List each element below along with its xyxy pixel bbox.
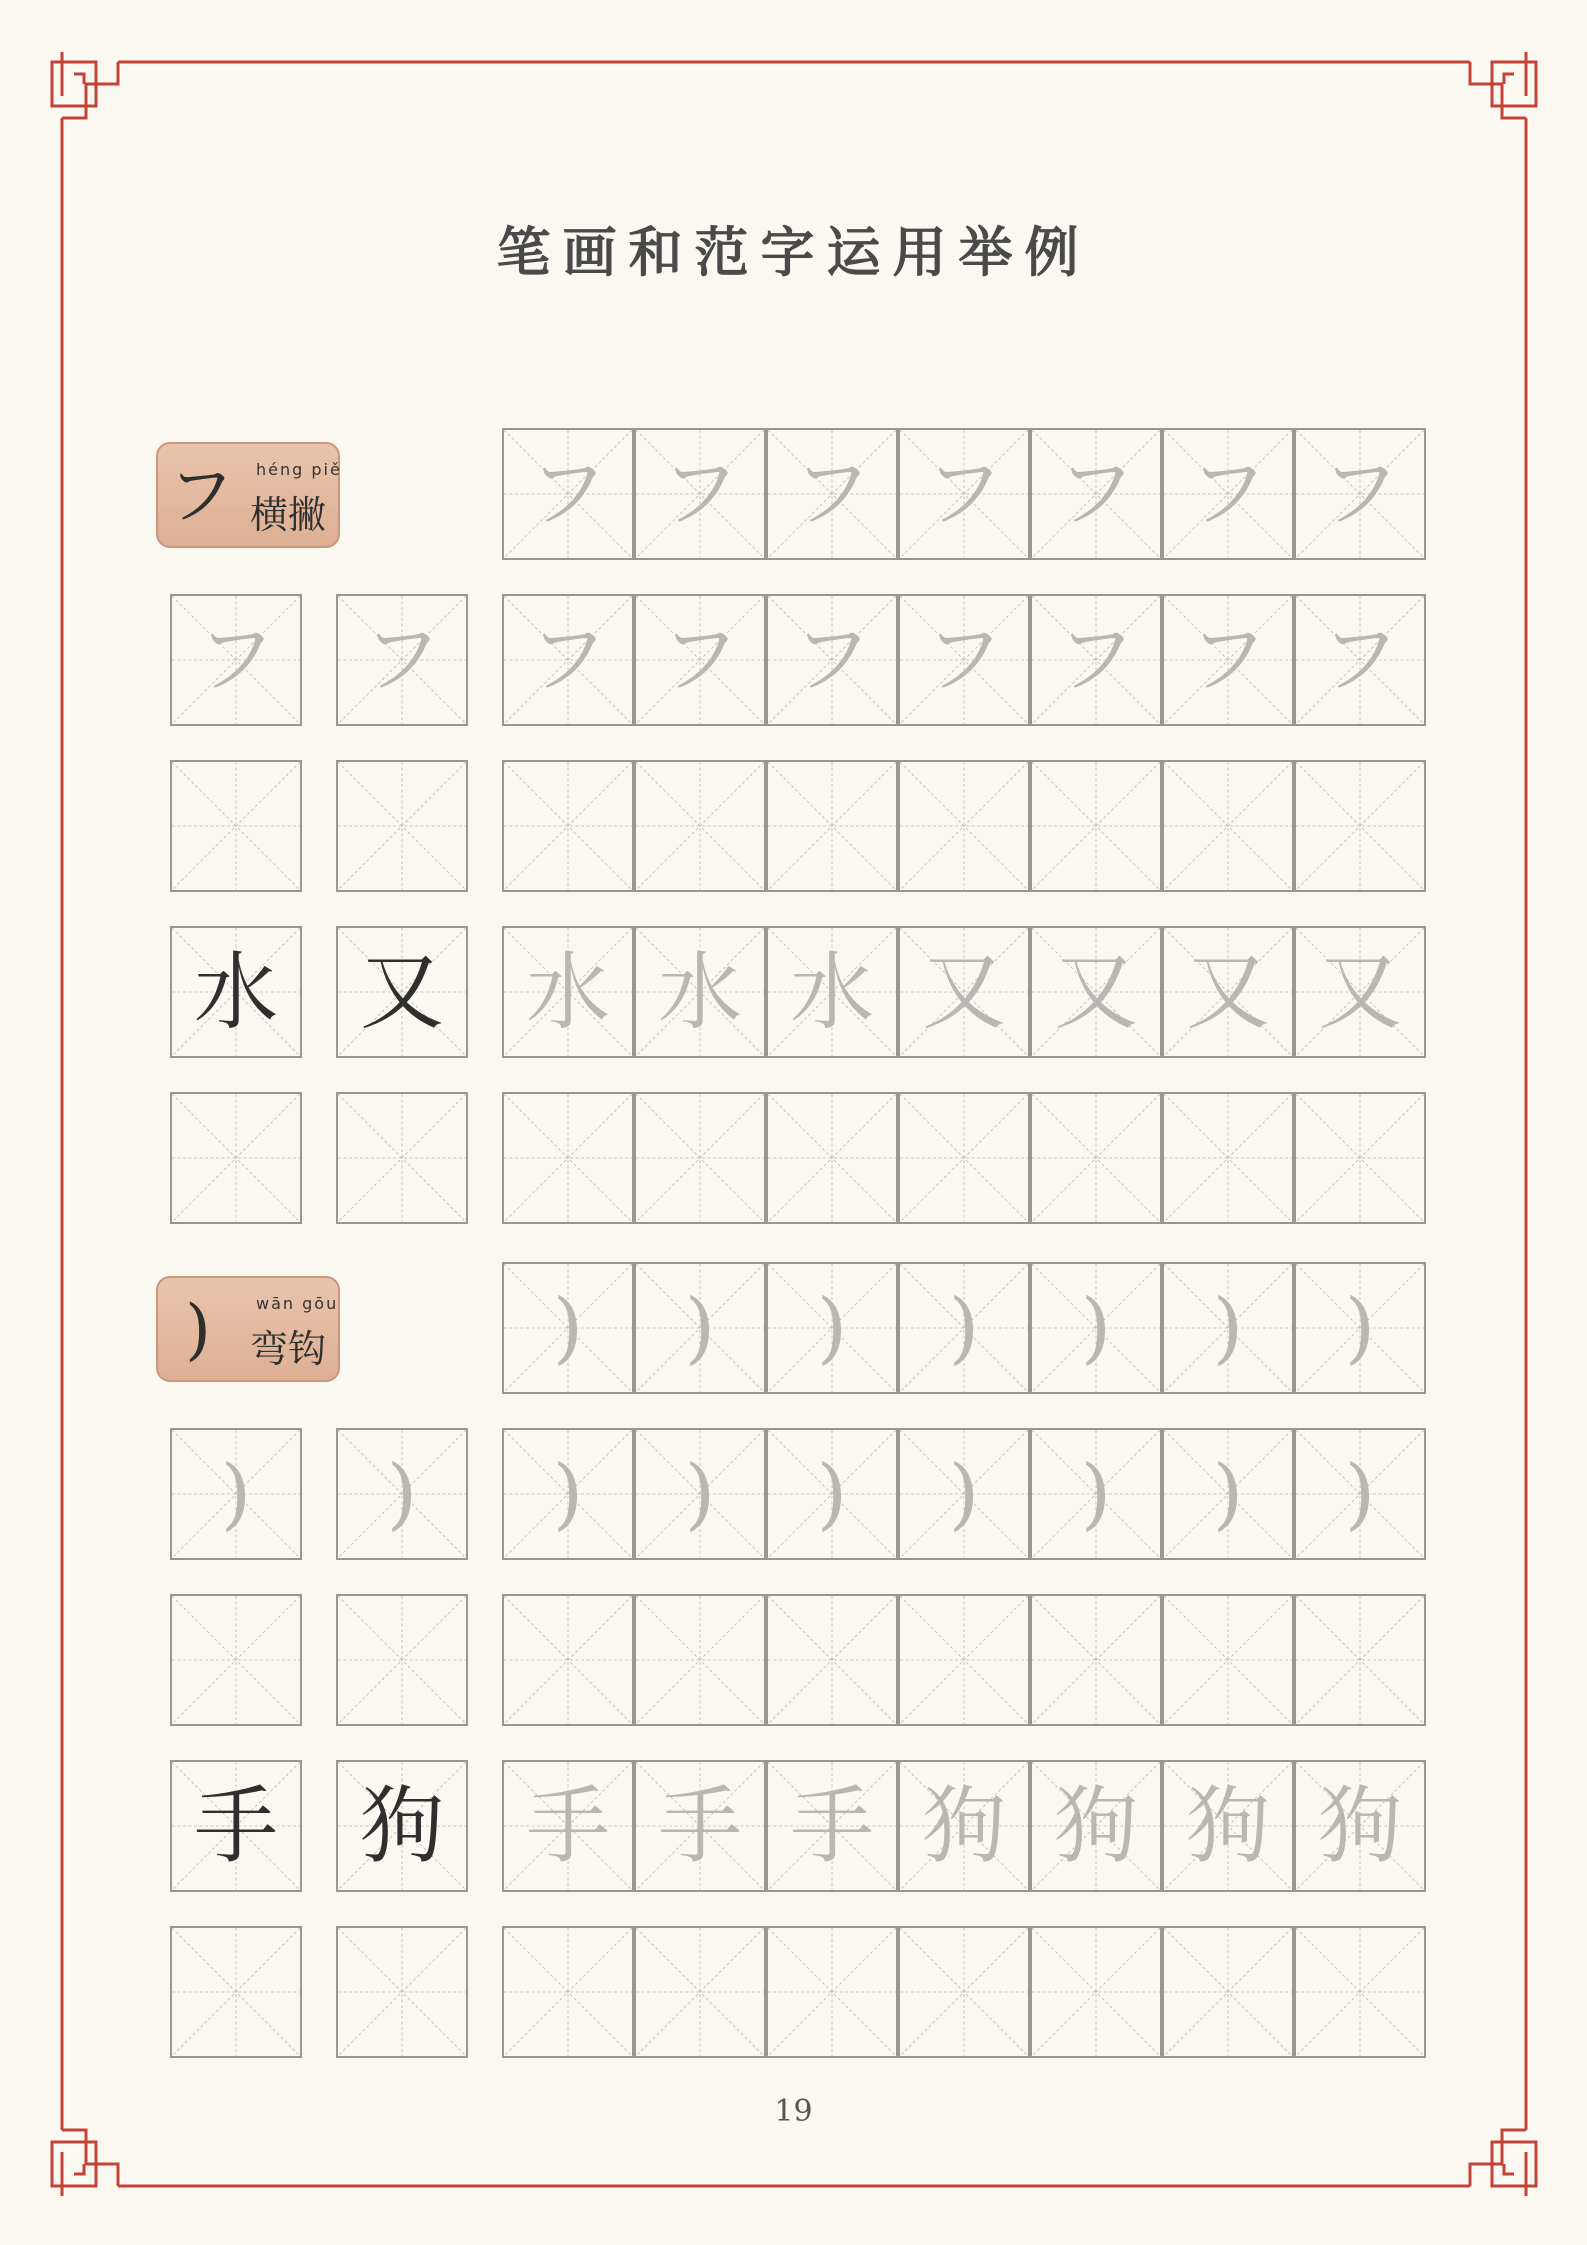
grid-guide-lines [504, 762, 632, 890]
grid-guide-lines [768, 1596, 896, 1724]
grid-guide-lines [1296, 1928, 1424, 2056]
tracing-cell[interactable] [1030, 1760, 1162, 1892]
grid-guide-lines [636, 1094, 764, 1222]
tracing-cell[interactable] [1294, 1092, 1426, 1224]
tracing-cell[interactable] [634, 594, 766, 726]
grid-guide-lines [1296, 762, 1424, 890]
grid-cell-character: フ [528, 615, 607, 705]
tracing-cell[interactable] [1294, 1428, 1426, 1560]
tracing-cell[interactable] [898, 1760, 1030, 1892]
tracing-cell[interactable] [1162, 926, 1294, 1058]
grid-cell-character: 又 [921, 943, 1006, 1041]
grid-guide-lines [1296, 1094, 1424, 1222]
practice-cell[interactable] [336, 1760, 468, 1892]
practice-cell[interactable] [336, 760, 468, 892]
tracing-cell[interactable] [1294, 1262, 1426, 1394]
grid-cell-character: 手 [657, 1777, 742, 1875]
grid-guide-lines [1032, 1928, 1160, 2056]
tracing-cell[interactable] [1030, 1092, 1162, 1224]
grid-guide-lines [1164, 1094, 1292, 1222]
tracing-cell[interactable] [898, 594, 1030, 726]
practice-cell[interactable] [170, 926, 302, 1058]
tracing-cell[interactable] [898, 926, 1030, 1058]
grid-cell-character: 手 [789, 1777, 874, 1875]
stroke-pinyin: wān gōu [256, 1294, 339, 1313]
grid-cell-character: 水 [789, 943, 874, 1041]
tracing-cell[interactable] [766, 1092, 898, 1224]
tracing-cell[interactable] [766, 760, 898, 892]
page-title: 笔画和范字运用举例 [496, 221, 1091, 284]
grid-cell-character: フ [1320, 449, 1399, 539]
tracing-cell[interactable] [502, 1594, 634, 1726]
tracing-cell[interactable] [634, 1092, 766, 1224]
grid-cell-character: ) [816, 1283, 848, 1373]
tracing-cell[interactable] [1162, 594, 1294, 726]
grid-cell-character: 又 [1317, 943, 1402, 1041]
grid-cell-character: フ [1188, 449, 1267, 539]
grid-cell-character: 水 [525, 943, 610, 1041]
grid-cell-character: ) [1212, 1449, 1244, 1539]
grid-guide-lines [172, 1094, 300, 1222]
tracing-cell[interactable] [634, 926, 766, 1058]
tracing-cell[interactable] [766, 428, 898, 560]
grid-cell-character: フ [660, 449, 739, 539]
grid-cell-character: ) [1080, 1449, 1112, 1539]
tracing-cell[interactable] [634, 760, 766, 892]
tracing-cell[interactable] [1294, 428, 1426, 560]
grid-cell-character: フ [792, 615, 871, 705]
grid-cell-character: ) [1080, 1283, 1112, 1373]
grid-cell-character: 水 [657, 943, 742, 1041]
tracing-cell[interactable] [634, 1428, 766, 1560]
tracing-cell[interactable] [1030, 428, 1162, 560]
practice-cell[interactable] [170, 1760, 302, 1892]
grid-cell-character: 狗 [1185, 1777, 1270, 1875]
tracing-cell[interactable] [898, 1926, 1030, 2058]
grid-cell-character: フ [1320, 615, 1399, 705]
grid-cell-character: ) [1344, 1449, 1376, 1539]
tracing-cell[interactable] [502, 926, 634, 1058]
grid-cell-character: フ [1188, 615, 1267, 705]
tracing-cell[interactable] [898, 1092, 1030, 1224]
grid-guide-lines [636, 1928, 764, 2056]
grid-cell-character: ) [1344, 1283, 1376, 1373]
practice-cell[interactable] [170, 760, 302, 892]
grid-guide-lines [768, 1928, 896, 2056]
grid-guide-lines [504, 1094, 632, 1222]
tracing-cell[interactable] [502, 1428, 634, 1560]
grid-guide-lines [338, 1596, 466, 1724]
grid-guide-lines [504, 1596, 632, 1724]
tracing-cell[interactable] [898, 1594, 1030, 1726]
grid-cell-character: 又 [359, 943, 444, 1041]
tracing-cell[interactable] [898, 1428, 1030, 1560]
tracing-cell[interactable] [502, 594, 634, 726]
grid-guide-lines [768, 762, 896, 890]
tracing-cell[interactable] [502, 1092, 634, 1224]
tracing-cell[interactable] [898, 428, 1030, 560]
tracing-cell[interactable] [766, 594, 898, 726]
grid-cell-character: フ [528, 449, 607, 539]
practice-cell[interactable] [336, 1428, 468, 1560]
grid-guide-lines [636, 1596, 764, 1724]
tracing-cell[interactable] [1162, 428, 1294, 560]
grid-cell-character: ) [816, 1449, 848, 1539]
tracing-cell[interactable] [1162, 1594, 1294, 1726]
tracing-cell[interactable] [766, 1428, 898, 1560]
grid-cell-character: 狗 [1053, 1777, 1138, 1875]
tracing-cell[interactable] [502, 1926, 634, 2058]
practice-cell[interactable] [336, 1594, 468, 1726]
grid-guide-lines [1296, 1596, 1424, 1724]
tracing-cell[interactable] [898, 1262, 1030, 1394]
grid-cell-character: ) [948, 1449, 980, 1539]
tracing-cell[interactable] [502, 1760, 634, 1892]
grid-guide-lines [900, 762, 1028, 890]
stroke-pinyin: héng piě [256, 460, 342, 479]
grid-cell-character: フ [1056, 449, 1135, 539]
grid-cell-character: 手 [525, 1777, 610, 1875]
tracing-cell[interactable] [766, 1760, 898, 1892]
practice-cell[interactable] [170, 1594, 302, 1726]
tracing-cell[interactable] [1030, 926, 1162, 1058]
tracing-cell[interactable] [1030, 760, 1162, 892]
tracing-cell[interactable] [1030, 594, 1162, 726]
grid-cell-character: フ [924, 449, 1003, 539]
grid-cell-character: ) [684, 1283, 716, 1373]
grid-cell-character: ) [552, 1283, 584, 1373]
practice-cell[interactable] [170, 1926, 302, 2058]
tracing-cell[interactable] [1294, 1594, 1426, 1726]
grid-cell-character: 狗 [1317, 1777, 1402, 1875]
grid-guide-lines [636, 762, 764, 890]
grid-guide-lines [900, 1094, 1028, 1222]
grid-guide-lines [1164, 1596, 1292, 1724]
grid-guide-lines [504, 1928, 632, 2056]
tracing-cell[interactable] [1294, 594, 1426, 726]
grid-cell-character: 水 [193, 943, 278, 1041]
tracing-cell[interactable] [766, 1262, 898, 1394]
tracing-cell[interactable] [502, 428, 634, 560]
grid-guide-lines [172, 1596, 300, 1724]
tracing-cell[interactable] [766, 926, 898, 1058]
page-number: 19 [774, 2094, 813, 2129]
grid-guide-lines [1032, 762, 1160, 890]
tracing-cell[interactable] [1162, 1092, 1294, 1224]
grid-cell-character: フ [660, 615, 739, 705]
grid-guide-lines [172, 1928, 300, 2056]
grid-guide-lines [768, 1094, 896, 1222]
grid-guide-lines [900, 1928, 1028, 2056]
stroke-glyph: ) [185, 1291, 211, 1368]
grid-cell-character: フ [196, 615, 275, 705]
tracing-cell[interactable] [1162, 1760, 1294, 1892]
grid-guide-lines [172, 762, 300, 890]
tracing-cell[interactable] [1030, 1262, 1162, 1394]
tracing-cell[interactable] [1030, 1428, 1162, 1560]
tracing-cell[interactable] [898, 760, 1030, 892]
tracing-cell[interactable] [1162, 1926, 1294, 2058]
tracing-cell[interactable] [1294, 1760, 1426, 1892]
tracing-cell[interactable] [766, 1594, 898, 1726]
grid-cell-character: ) [948, 1283, 980, 1373]
stroke-label [156, 442, 340, 548]
grid-cell-character: 狗 [921, 1777, 1006, 1875]
tracing-cell[interactable] [1162, 1428, 1294, 1560]
tracing-cell[interactable] [766, 1926, 898, 2058]
grid-cell-character: ) [1212, 1283, 1244, 1373]
grid-cell-character: フ [1056, 615, 1135, 705]
practice-cell[interactable] [336, 926, 468, 1058]
practice-cell[interactable] [170, 1428, 302, 1560]
practice-cell[interactable] [170, 594, 302, 726]
grid-guide-lines [338, 1928, 466, 2056]
tracing-cell[interactable] [634, 428, 766, 560]
stroke-name: 横撇 [250, 493, 327, 537]
stroke-name: 弯钩 [250, 1327, 327, 1371]
grid-cell-character: ) [220, 1449, 252, 1539]
tracing-cell[interactable] [1294, 926, 1426, 1058]
grid-guide-lines [1032, 1094, 1160, 1222]
grid-cell-character: ) [386, 1449, 418, 1539]
grid-guide-lines [1032, 1596, 1160, 1724]
stroke-glyph: フ [168, 457, 234, 534]
tracing-cell[interactable] [502, 1262, 634, 1394]
practice-cell[interactable] [336, 1092, 468, 1224]
tracing-cell[interactable] [634, 1594, 766, 1726]
grid-guide-lines [900, 1596, 1028, 1724]
grid-cell-character: フ [792, 449, 871, 539]
grid-cell-character: 手 [193, 1777, 278, 1875]
grid-cell-character: ) [684, 1449, 716, 1539]
stroke-label [156, 1276, 340, 1382]
grid-guide-lines [338, 762, 466, 890]
grid-cell-character: ) [552, 1449, 584, 1539]
practice-cell[interactable] [170, 1092, 302, 1224]
tracing-cell[interactable] [1030, 1926, 1162, 2058]
tracing-cell[interactable] [1294, 1926, 1426, 2058]
tracing-cell[interactable] [634, 1760, 766, 1892]
grid-cell-character: 又 [1185, 943, 1270, 1041]
tracing-cell[interactable] [1030, 1594, 1162, 1726]
practice-cell[interactable] [336, 1926, 468, 2058]
grid-cell-character: フ [362, 615, 441, 705]
grid-cell-character: 又 [1053, 943, 1138, 1041]
tracing-cell[interactable] [502, 760, 634, 892]
tracing-cell[interactable] [1162, 760, 1294, 892]
grid-guide-lines [1164, 762, 1292, 890]
tracing-cell[interactable] [634, 1926, 766, 2058]
grid-cell-character: 狗 [359, 1777, 444, 1875]
tracing-cell[interactable] [1162, 1262, 1294, 1394]
tracing-cell[interactable] [634, 1262, 766, 1394]
grid-cell-character: フ [924, 615, 1003, 705]
tracing-cell[interactable] [1294, 760, 1426, 892]
grid-guide-lines [338, 1094, 466, 1222]
practice-cell[interactable] [336, 594, 468, 726]
grid-guide-lines [1164, 1928, 1292, 2056]
